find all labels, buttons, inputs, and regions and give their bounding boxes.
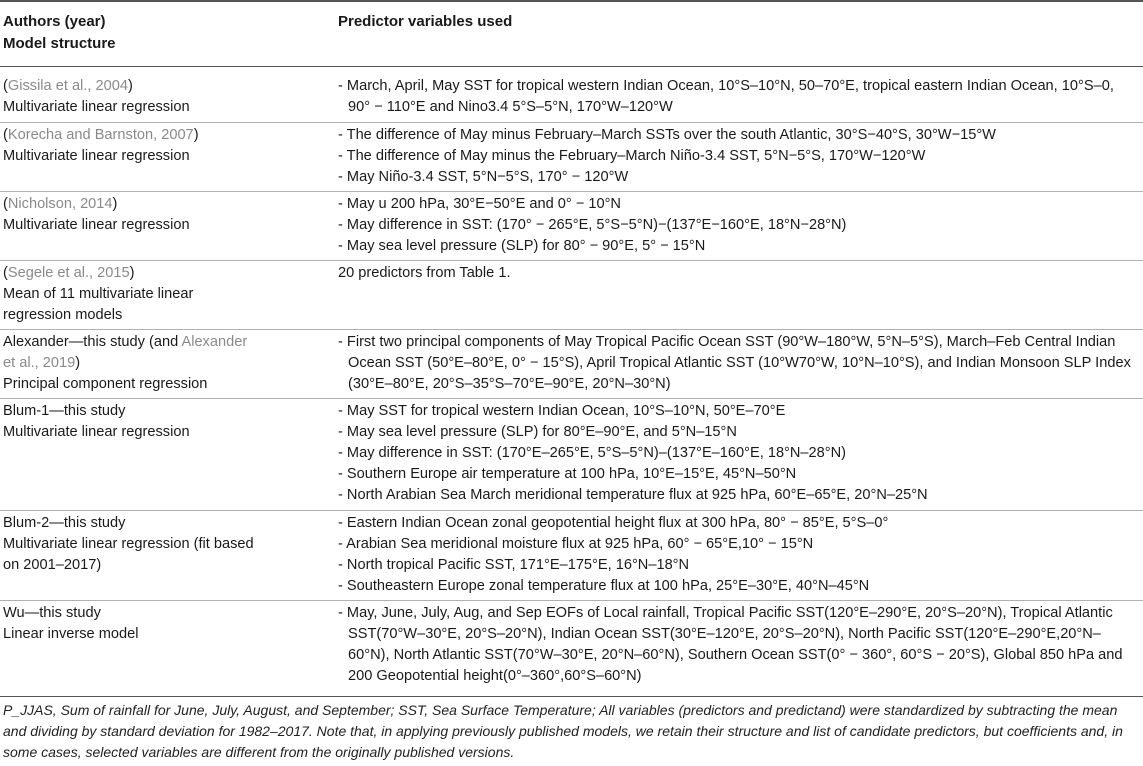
predictor-item: 20 predictors from Table 1. (338, 265, 511, 281)
table-bottom-rule (0, 696, 1143, 697)
table-footnote: P_JJAS, Sum of rainfall for June, July, August, and September; SST, Sea Surface Temperature; All variables (predictors and predictand) were standardized by subtracting the mean and dividing by standard deviation for 1982–2017. Note that, in applying previously published models, we retain their structure and list of candidate predictors, but coefficients and, in some cases, selected variables are different from the originally published versions. (3, 702, 1123, 760)
header-authors-model (3, 11, 116, 55)
predictor-cell (338, 125, 1138, 188)
citation-link[interactable]: Nicholson, 2014 (7, 196, 113, 212)
row-divider (0, 329, 1143, 330)
predictor-item: - Arabian Sea meridional moisture flux at 925 hPa, 60° − 65°E,10° − 15°N (338, 536, 814, 552)
model-structure: Multivariate linear regression (fit based (3, 536, 254, 552)
author-cell: (Gissila et al., 2004) Multivariate linear regression (3, 76, 303, 118)
row-divider (0, 398, 1143, 399)
model-structure: Linear inverse model (3, 626, 139, 642)
model-structure-cont: regression models (3, 307, 123, 323)
author-name: Wu—this study (3, 605, 101, 621)
author-cell (3, 603, 303, 645)
author-name: Blum-1—this study (3, 403, 126, 419)
predictor-cell (338, 603, 1138, 687)
model-structure: Multivariate linear regression (3, 424, 190, 440)
predictor-cell (338, 401, 1138, 506)
predictor-item: - May difference in SST: (170° − 265°E, 5°S−5°N)−(137°E−160°E, 18°N−28°N) (338, 217, 847, 233)
row-divider (0, 600, 1143, 601)
header-model-label: Model structure (3, 35, 116, 52)
predictor-item: - The difference of May minus the February–March Niño-3.4 SST, 5°N−5°S, 170°W−120°W (338, 148, 926, 164)
predictor-item: - May sea level pressure (SLP) for 80° − 90°E, 5° − 15°N (338, 238, 706, 254)
predictor-item: - North Arabian Sea March meridional temperature flux at 925 hPa, 60°E–65°E, 20°N–25°N (338, 487, 928, 503)
author-cell: Alexander—this study (and Alexander et al., 2019) Principal component regression (3, 332, 303, 395)
predictor-cell (338, 263, 1138, 284)
author-name: Blum-2—this study (3, 515, 126, 531)
predictor-item: - May sea level pressure (SLP) for 80°E–90°E, and 5°N–15°N (338, 424, 737, 440)
model-structure-cont: on 2001–2017) (3, 557, 102, 573)
predictor-cell (338, 332, 1138, 395)
citation-link[interactable]: Gissila et al., 2004 (7, 78, 128, 94)
header-authors-label: Authors (year) (3, 13, 106, 30)
predictor-cell (338, 194, 1138, 257)
header-predictors-label: Predictor variables used (338, 13, 513, 30)
model-structure: Multivariate linear regression (3, 217, 190, 233)
predictor-item: - March, April, May SST for tropical western Indian Ocean, 10°S–10°N, 50–70°E, tropical eastern Indian Ocean, 10°S–0, 90° − 110°E and Nino3.4 5°S–5°N, 170°W–120°W (338, 78, 1114, 115)
predictor-cell (338, 76, 1138, 118)
predictor-item: - May, June, July, Aug, and Sep EOFs of Local rainfall, Tropical Pacific SST(120°E–290°E, 20°S–20°N), Tropical Atlantic SST(70°W–30°E, 20°S–20°N), Indian Ocean SST(30°E–120°E, 20°S–20°N), North Pacific SST(120°E–290°E,20°N–60°N), North Atlantic SST(70°W–30°E, 20°N–60°N), Southern Ocean SST(0° − 360°, 60°S − 20°S), Global 850 hPa and 200 Geopotential height(0°–360°,60°S–60°N) (338, 605, 1123, 684)
predictor-item: - The difference of May minus February–March SSTs over the south Atlantic, 30°S−40°S, 30°W−15°W (338, 127, 996, 143)
model-structure: Multivariate linear regression (3, 99, 190, 115)
predictor-item: - May SST for tropical western Indian Ocean, 10°S–10°N, 50°E–70°E (338, 403, 786, 419)
author-cell (3, 513, 303, 576)
predictor-item: - Southern Europe air temperature at 100 hPa, 10°E–15°E, 45°N–50°N (338, 466, 797, 482)
model-structure: Multivariate linear regression (3, 148, 190, 164)
predictor-cell (338, 513, 1138, 597)
model-structure: Principal component regression (3, 376, 208, 392)
predictor-item: - First two principal components of May Tropical Pacific Ocean SST (90°W–180°W, 5°N–5°S), March–Feb Central Indian Ocean SST (50°E–80°E, 0° − 15°S), April Tropical Atlantic SST (10°W70°W, 10°N–10°S), and Indian Monsoon SLP Index (30°E–80°E, 20°S–35°S–70°E–90°E, 20°N–30°N) (338, 334, 1131, 392)
row-divider (0, 260, 1143, 261)
citation-link[interactable]: Korecha and Barnston, 2007 (7, 127, 194, 143)
author-cell: (Nicholson, 2014) Multivariate linear regression (3, 194, 303, 236)
table-header (0, 0, 1143, 67)
predictor-item: - North tropical Pacific SST, 171°E–175°E, 16°N–18°N (338, 557, 690, 573)
row-divider (0, 510, 1143, 511)
row-divider (0, 122, 1143, 123)
model-structure: Mean of 11 multivariate linear (3, 286, 194, 302)
predictor-item: - Southeastern Europe zonal temperature flux at 100 hPa, 25°E–30°E, 40°N–45°N (338, 578, 870, 594)
predictor-item: - Eastern Indian Ocean zonal geopotential height flux at 300 hPa, 80° − 85°E, 5°S–0° (338, 515, 889, 531)
predictor-item: - May Niño-3.4 SST, 5°N−5°S, 170° − 120°W (338, 169, 629, 185)
predictor-item: - May difference in SST: (170°E–265°E, 5°S–5°N)–(137°E–160°E, 18°N–28°N) (338, 445, 847, 461)
row-divider (0, 191, 1143, 192)
author-cell: (Korecha and Barnston, 2007) Multivariate linear regression (3, 125, 303, 167)
citation-link[interactable]: Segele et al., 2015 (7, 265, 130, 281)
predictor-item: - May u 200 hPa, 30°E−50°E and 0° − 10°N (338, 196, 621, 212)
author-cell: (Segele et al., 2015) Mean of 11 multivariate linear regression models (3, 263, 303, 326)
author-cell (3, 401, 303, 443)
citation-link-cont[interactable]: et al., 2019 (3, 355, 76, 371)
citation-link[interactable]: Alexander (181, 334, 248, 350)
